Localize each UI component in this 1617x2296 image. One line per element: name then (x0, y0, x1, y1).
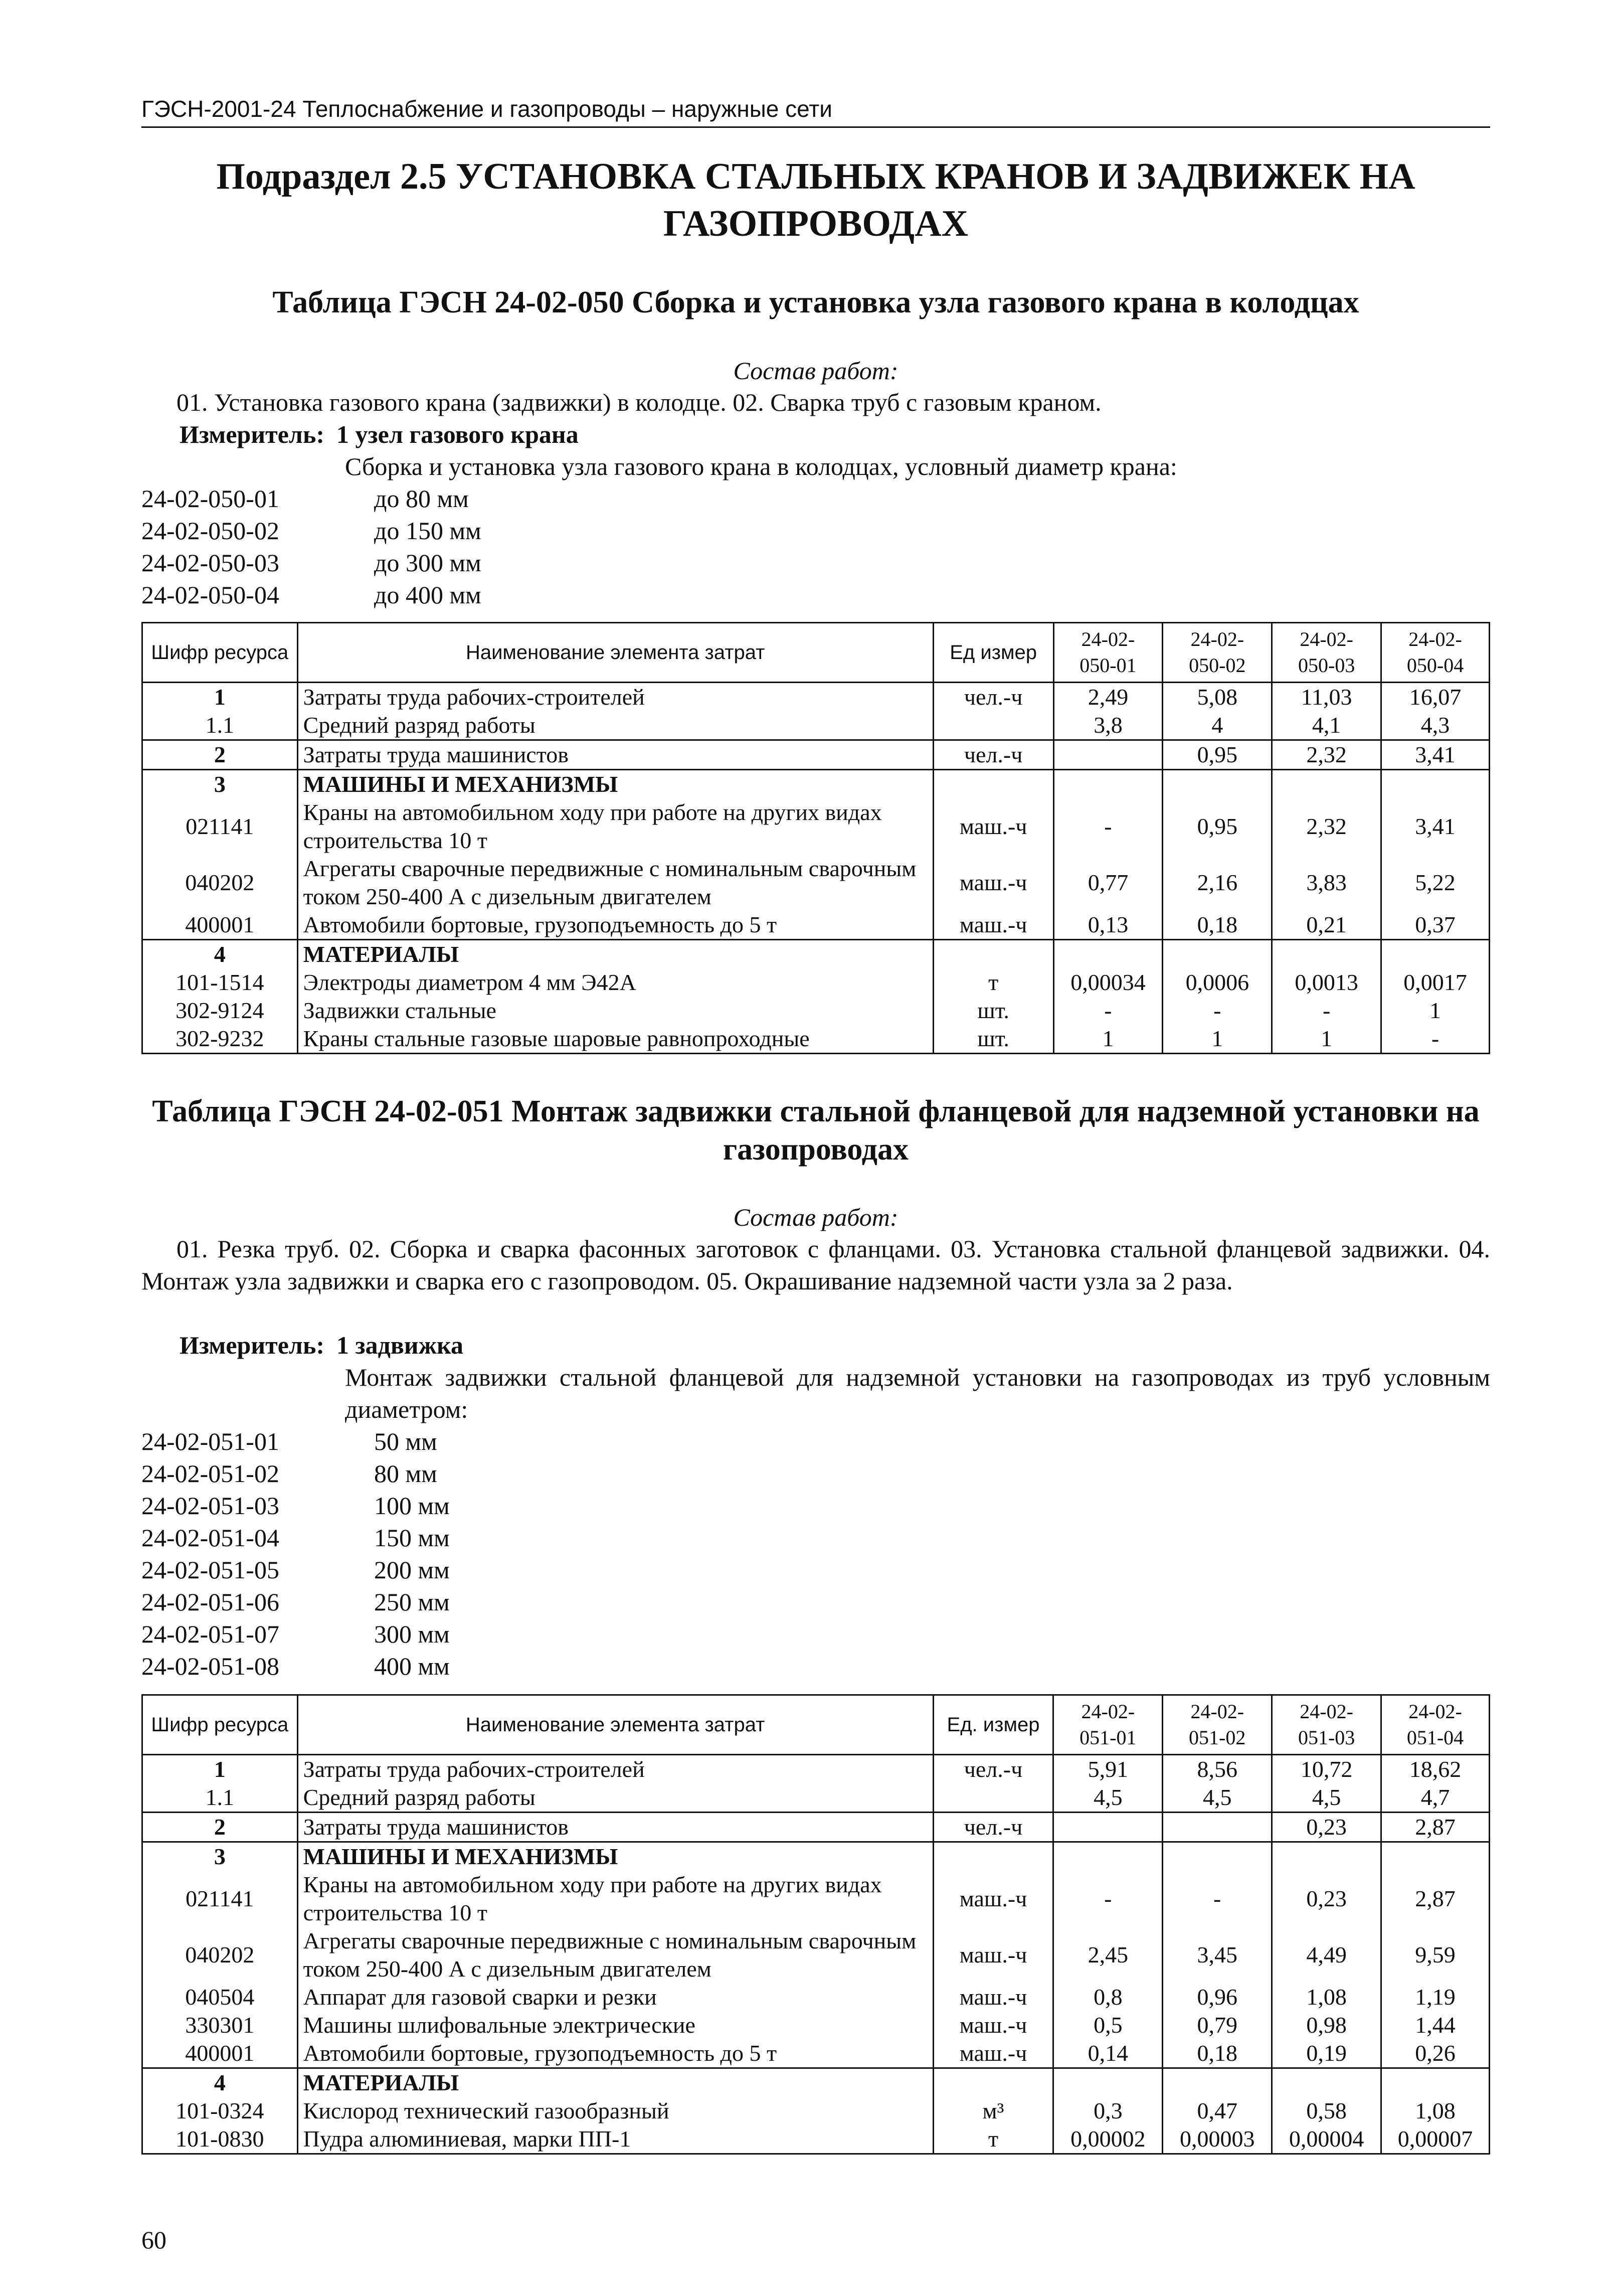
cell-unit (933, 1783, 1053, 1813)
cell-name: МАТЕРИАЛЫ (297, 2068, 933, 2097)
cell-value: 0,00003 (1163, 2125, 1272, 2154)
cell-unit: чел.-ч (933, 683, 1053, 712)
table-050-composition-text: 01. Установка газового крана (задвижки) в колодце. 02. Сварка труб с газовым краном. (176, 388, 1102, 416)
cell-value: 2,16 (1163, 855, 1272, 911)
table-row (142, 683, 1490, 712)
table-050-meter (179, 418, 579, 450)
code-list-value: до 300 мм (374, 549, 481, 577)
cell-unit: т (933, 2125, 1053, 2154)
code-list-code: 24-02-051-04 (141, 1524, 279, 1552)
cell-value: 0,98 (1272, 2011, 1381, 2039)
table-row (142, 2097, 1490, 2125)
cell-value: 0,23 (1272, 1871, 1381, 1927)
cell-code: 4 (142, 2068, 298, 2097)
table-row (142, 1842, 1490, 1871)
cell-value (1163, 1813, 1272, 1842)
cell-value: 0,58 (1272, 2097, 1381, 2125)
cell-code: 330301 (142, 2011, 298, 2039)
cell-code: 302-9232 (142, 1025, 298, 1054)
header-code: Шифр ресурса (142, 623, 298, 683)
cell-value: 2,45 (1053, 1927, 1163, 1983)
code-list-item (141, 1522, 450, 1554)
header-col: 24-02- 050-03 (1272, 623, 1381, 683)
cell-value: - (1272, 997, 1381, 1025)
header-col: 24-02- 051-03 (1272, 1695, 1381, 1755)
cell-value: 0,18 (1163, 2039, 1272, 2068)
cell-name: Кислород технический газообразный (297, 2097, 933, 2125)
code-list-item (141, 515, 481, 547)
cell-value: 2,32 (1272, 798, 1381, 855)
cell-value (1381, 940, 1490, 969)
table-header-row (142, 1695, 1490, 1755)
cell-value: 4,5 (1272, 1783, 1381, 1813)
code-list-code: 24-02-051-07 (141, 1620, 279, 1648)
cell-value: - (1053, 997, 1163, 1025)
cell-name: Машины шлифовальные электрические (297, 2011, 933, 2039)
cell-name: Средний разряд работы (297, 711, 933, 740)
cell-name: Агрегаты сварочные передвижные с номинальным сварочным током 250-400 А с дизельным двигателем (297, 1927, 933, 1983)
table-row (142, 798, 1490, 855)
cell-value (1163, 2068, 1272, 2097)
cell-value: 2,87 (1381, 1813, 1490, 1842)
cell-value: 2,32 (1272, 740, 1381, 770)
cell-value: 3,45 (1163, 1927, 1272, 1983)
cell-unit (933, 711, 1053, 740)
cell-value: 0,21 (1272, 911, 1381, 940)
meter-value: 1 задвижка (336, 1331, 464, 1359)
cell-value (1053, 940, 1163, 969)
code-list-item (141, 1457, 450, 1490)
cell-value: 16,07 (1381, 683, 1490, 712)
cell-code: 021141 (142, 1871, 298, 1927)
table-row (142, 1813, 1490, 1842)
code-list-value: 400 мм (374, 1652, 450, 1680)
cell-value: 1 (1381, 997, 1490, 1025)
table-row (142, 911, 1490, 940)
cell-value: 4,7 (1381, 1783, 1490, 1813)
cell-value: 1,08 (1381, 2097, 1490, 2125)
cell-code: 302-9124 (142, 997, 298, 1025)
header-code: Шифр ресурса (142, 1695, 298, 1755)
meter-value: 1 узел газового крана (336, 420, 579, 448)
table-051-resources (141, 1694, 1490, 2155)
cell-value: 0,00034 (1053, 968, 1163, 997)
cell-code: 021141 (142, 798, 298, 855)
meter-label: Измеритель: (179, 420, 325, 448)
cell-code: 101-0324 (142, 2097, 298, 2125)
cell-value: 0,0013 (1272, 968, 1381, 997)
cell-value: 10,72 (1272, 1755, 1381, 1784)
cell-name: МАТЕРИАЛЫ (297, 940, 933, 969)
cell-value (1163, 770, 1272, 799)
cell-value: 0,37 (1381, 911, 1490, 940)
cell-value: 2,49 (1053, 683, 1163, 712)
table-row (142, 711, 1490, 740)
cell-code: 400001 (142, 2039, 298, 2068)
cell-name: МАШИНЫ И МЕХАНИЗМЫ (297, 770, 933, 799)
cell-value: 0,18 (1163, 911, 1272, 940)
cell-value: 18,62 (1381, 1755, 1490, 1784)
cell-value: - (1053, 798, 1163, 855)
page-number: 60 (141, 2226, 166, 2254)
cell-unit: шт. (933, 997, 1053, 1025)
cell-value (1053, 2068, 1163, 2097)
cell-name: Аппарат для газовой сварки и резки (297, 1983, 933, 2011)
cell-unit (933, 770, 1053, 799)
table-row (142, 2125, 1490, 2154)
cell-name: Краны на автомобильном ходу при работе на других видах строительства 10 т (297, 798, 933, 855)
cell-value: 2,87 (1381, 1871, 1490, 1927)
table-row (142, 940, 1490, 969)
table-row (142, 740, 1490, 770)
cell-value (1381, 1842, 1490, 1871)
cell-unit: чел.-ч (933, 1755, 1053, 1784)
cell-value: 0,23 (1272, 1813, 1381, 1842)
cell-unit: маш.-ч (933, 798, 1053, 855)
cell-value (1053, 1813, 1163, 1842)
cell-value: 0,5 (1053, 2011, 1163, 2039)
running-head: ГЭСН-2001-24 Теплоснабжение и газопроводы – наружные сети (141, 94, 1490, 128)
cell-value: 9,59 (1381, 1927, 1490, 1983)
cell-value (1272, 2068, 1381, 2097)
cell-unit: чел.-ч (933, 740, 1053, 770)
cell-value (1381, 770, 1490, 799)
cell-value: 1,08 (1272, 1983, 1381, 2011)
header-name: Наименование элемента затрат (297, 1695, 933, 1755)
cell-value: 4,1 (1272, 711, 1381, 740)
cell-value: 0,96 (1163, 1983, 1272, 2011)
cell-name: Затраты труда рабочих-строителей (297, 683, 933, 712)
code-list-code: 24-02-051-02 (141, 1459, 279, 1488)
cell-value: 0,00007 (1381, 2125, 1490, 2154)
table-row (142, 2039, 1490, 2068)
code-list-value: 200 мм (374, 1556, 450, 1584)
code-list-item (141, 1586, 450, 1618)
cell-value: 0,0006 (1163, 968, 1272, 997)
code-list-code: 24-02-051-05 (141, 1556, 279, 1584)
cell-code: 2 (142, 740, 298, 770)
cell-name: Автомобили бортовые, грузоподъемность до 5 т (297, 2039, 933, 2068)
cell-value: - (1053, 1871, 1163, 1927)
header-col: 24-02- 051-04 (1381, 1695, 1490, 1755)
cell-value (1272, 770, 1381, 799)
table-row (142, 1025, 1490, 1054)
cell-value: 0,3 (1053, 2097, 1163, 2125)
cell-value: 8,56 (1163, 1755, 1272, 1784)
table-051-title: Таблица ГЭСН 24-02-051 Монтаж задвижки стальной фланцевой для надземной установки на газопроводах (152, 1094, 1480, 1167)
cell-value: 0,0017 (1381, 968, 1490, 997)
cell-name: Затраты труда машинистов (297, 1813, 933, 1842)
cell-unit: маш.-ч (933, 855, 1053, 911)
cell-value: 0,95 (1163, 798, 1272, 855)
code-list-value: до 150 мм (374, 517, 481, 545)
cell-value: 4,3 (1381, 711, 1490, 740)
table-row (142, 1927, 1490, 1983)
cell-name: Краны стальные газовые шаровые равнопроходные (297, 1025, 933, 1054)
cell-unit (933, 1842, 1053, 1871)
cell-value: 0,00004 (1272, 2125, 1381, 2154)
cell-code: 3 (142, 1842, 298, 1871)
code-list-item (141, 1554, 450, 1586)
cell-value: 3,41 (1381, 740, 1490, 770)
code-list-code: 24-02-051-01 (141, 1427, 279, 1455)
code-list-item (141, 579, 481, 611)
cell-unit: т (933, 968, 1053, 997)
cell-value (1272, 940, 1381, 969)
table-050-resources (141, 622, 1490, 1054)
cell-value: 1 (1272, 1025, 1381, 1054)
cell-unit: маш.-ч (933, 2039, 1053, 2068)
cell-value (1381, 2068, 1490, 2097)
cell-name: Затраты труда машинистов (297, 740, 933, 770)
cell-value: - (1381, 1025, 1490, 1054)
cell-code: 1.1 (142, 711, 298, 740)
cell-value: 4,5 (1163, 1783, 1272, 1813)
cell-value: 0,13 (1053, 911, 1163, 940)
cell-value: 0,00002 (1053, 2125, 1163, 2154)
cell-code: 101-1514 (142, 968, 298, 997)
cell-value: 0,77 (1053, 855, 1163, 911)
code-list-value: до 80 мм (374, 484, 469, 513)
table-051-lead: Монтаж задвижки стальной фланцевой для надземной установки на газопроводах из труб условным диаметром: (345, 1363, 1490, 1423)
table-row (142, 997, 1490, 1025)
table-row (142, 1983, 1490, 2011)
cell-unit: шт. (933, 1025, 1053, 1054)
cell-value: 3,8 (1053, 711, 1163, 740)
header-col: 24-02- 050-02 (1163, 623, 1272, 683)
header-name: Наименование элемента затрат (297, 623, 933, 683)
cell-code: 1.1 (142, 1783, 298, 1813)
cell-name: Задвижки стальные (297, 997, 933, 1025)
table-050-composition-heading: Состав работ: (733, 357, 899, 385)
cell-value: - (1163, 997, 1272, 1025)
table-050-lead: Сборка и установка узла газового крана в колодцах, условный диаметр крана: (345, 452, 1177, 480)
cell-value (1163, 940, 1272, 969)
table-row (142, 855, 1490, 911)
cell-value: 1,19 (1381, 1983, 1490, 2011)
code-list-value: 80 мм (374, 1459, 437, 1488)
cell-value: 0,19 (1272, 2039, 1381, 2068)
cell-unit (933, 940, 1053, 969)
cell-value: 0,14 (1053, 2039, 1163, 2068)
code-list-value: 250 мм (374, 1588, 450, 1616)
code-list-code: 24-02-050-02 (141, 517, 279, 545)
table-row (142, 1871, 1490, 1927)
cell-name: Автомобили бортовые, грузоподъемность до 5 т (297, 911, 933, 940)
code-list-value: 100 мм (374, 1492, 450, 1520)
cell-value: 0,95 (1163, 740, 1272, 770)
code-list-code: 24-02-051-08 (141, 1652, 279, 1680)
table-row (142, 1755, 1490, 1784)
table-row (142, 968, 1490, 997)
cell-value: 0,26 (1381, 2039, 1490, 2068)
cell-name: Средний разряд работы (297, 1783, 933, 1813)
cell-value: - (1163, 1871, 1272, 1927)
table-051-code-list (141, 1425, 450, 1682)
header-col: 24-02- 050-04 (1381, 623, 1490, 683)
cell-value: 5,91 (1053, 1755, 1163, 1784)
cell-value: 0,79 (1163, 2011, 1272, 2039)
code-list-item (141, 482, 481, 515)
cell-code: 040202 (142, 1927, 298, 1983)
cell-unit: м³ (933, 2097, 1053, 2125)
cell-value (1053, 770, 1163, 799)
cell-unit: маш.-ч (933, 1871, 1053, 1927)
cell-name: Агрегаты сварочные передвижные с номинальным сварочным током 250-400 А с дизельным двигателем (297, 855, 933, 911)
cell-code: 3 (142, 770, 298, 799)
code-list-item (141, 1425, 450, 1457)
cell-value: 0,8 (1053, 1983, 1163, 2011)
header-unit: Ед. измер (933, 1695, 1053, 1755)
cell-value: 3,83 (1272, 855, 1381, 911)
cell-value: 3,41 (1381, 798, 1490, 855)
code-list-value: до 400 мм (374, 581, 481, 609)
cell-value (1272, 1842, 1381, 1871)
cell-value: 4,5 (1053, 1783, 1163, 1813)
code-list-item (141, 1490, 450, 1522)
code-list-code: 24-02-051-03 (141, 1492, 279, 1520)
header-col: 24-02- 051-01 (1053, 1695, 1163, 1755)
code-list-item (141, 1618, 450, 1650)
cell-value: 5,22 (1381, 855, 1490, 911)
cell-value: 1 (1053, 1025, 1163, 1054)
cell-code: 101-0830 (142, 2125, 298, 2154)
code-list-code: 24-02-050-03 (141, 549, 279, 577)
table-row (142, 770, 1490, 799)
cell-code: 1 (142, 1755, 298, 1784)
code-list-value: 50 мм (374, 1427, 437, 1455)
code-list-value: 300 мм (374, 1620, 450, 1648)
cell-value: 5,08 (1163, 683, 1272, 712)
code-list-code: 24-02-050-01 (141, 484, 279, 513)
cell-code: 2 (142, 1813, 298, 1842)
cell-name: Пудра алюминиевая, марки ПП-1 (297, 2125, 933, 2154)
cell-code: 400001 (142, 911, 298, 940)
table-050-code-list (141, 482, 481, 611)
cell-unit: чел.-ч (933, 1813, 1053, 1842)
cell-unit: маш.-ч (933, 911, 1053, 940)
cell-value (1163, 1842, 1272, 1871)
code-list-item (141, 1650, 450, 1682)
table-row (142, 1783, 1490, 1813)
cell-value: 4 (1163, 711, 1272, 740)
table-051-composition-heading: Состав работ: (733, 1203, 899, 1231)
code-list-code: 24-02-051-06 (141, 1588, 279, 1616)
cell-name: МАШИНЫ И МЕХАНИЗМЫ (297, 1842, 933, 1871)
cell-value: 11,03 (1272, 683, 1381, 712)
cell-name: Затраты труда рабочих-строителей (297, 1755, 933, 1784)
header-col: 24-02- 050-01 (1053, 623, 1163, 683)
table-header-row (142, 623, 1490, 683)
cell-value: 1 (1163, 1025, 1272, 1054)
cell-code: 1 (142, 683, 298, 712)
section-title: Подраздел 2.5 УСТАНОВКА СТАЛЬНЫХ КРАНОВ И ЗАДВИЖЕК НА ГАЗОПРОВОДАХ (216, 156, 1415, 244)
cell-name: Краны на автомобильном ходу при работе на других видах строительства 10 т (297, 1871, 933, 1927)
meter-label: Измеритель: (179, 1331, 325, 1359)
cell-value (1053, 1842, 1163, 1871)
code-list-item (141, 547, 481, 579)
code-list-value: 150 мм (374, 1524, 450, 1552)
cell-code: 4 (142, 940, 298, 969)
cell-unit: маш.-ч (933, 1927, 1053, 1983)
cell-value: 4,49 (1272, 1927, 1381, 1983)
table-051-composition-text: 01. Резка труб. 02. Сборка и сварка фасонных заготовок с фланцами. 03. Установка стальной фланцевой задвижки. 04. Монтаж узла задвижки и сварка его с газопроводом. 05. Окрашивание надземной части узла за 2 раза. (141, 1235, 1490, 1295)
table-row (142, 2068, 1490, 2097)
cell-code: 040504 (142, 1983, 298, 2011)
code-list-code: 24-02-050-04 (141, 581, 279, 609)
cell-unit (933, 2068, 1053, 2097)
cell-value: 1,44 (1381, 2011, 1490, 2039)
table-050-title: Таблица ГЭСН 24-02-050 Сборка и установка узла газового крана в колодцах (272, 285, 1359, 319)
cell-unit: маш.-ч (933, 1983, 1053, 2011)
header-unit: Ед измер (933, 623, 1053, 683)
cell-value (1053, 740, 1163, 770)
cell-value: 0,47 (1163, 2097, 1272, 2125)
cell-code: 040202 (142, 855, 298, 911)
header-col: 24-02- 051-02 (1163, 1695, 1272, 1755)
table-row (142, 2011, 1490, 2039)
table-051-meter (179, 1329, 463, 1361)
cell-unit: маш.-ч (933, 2011, 1053, 2039)
cell-name: Электроды диаметром 4 мм Э42А (297, 968, 933, 997)
